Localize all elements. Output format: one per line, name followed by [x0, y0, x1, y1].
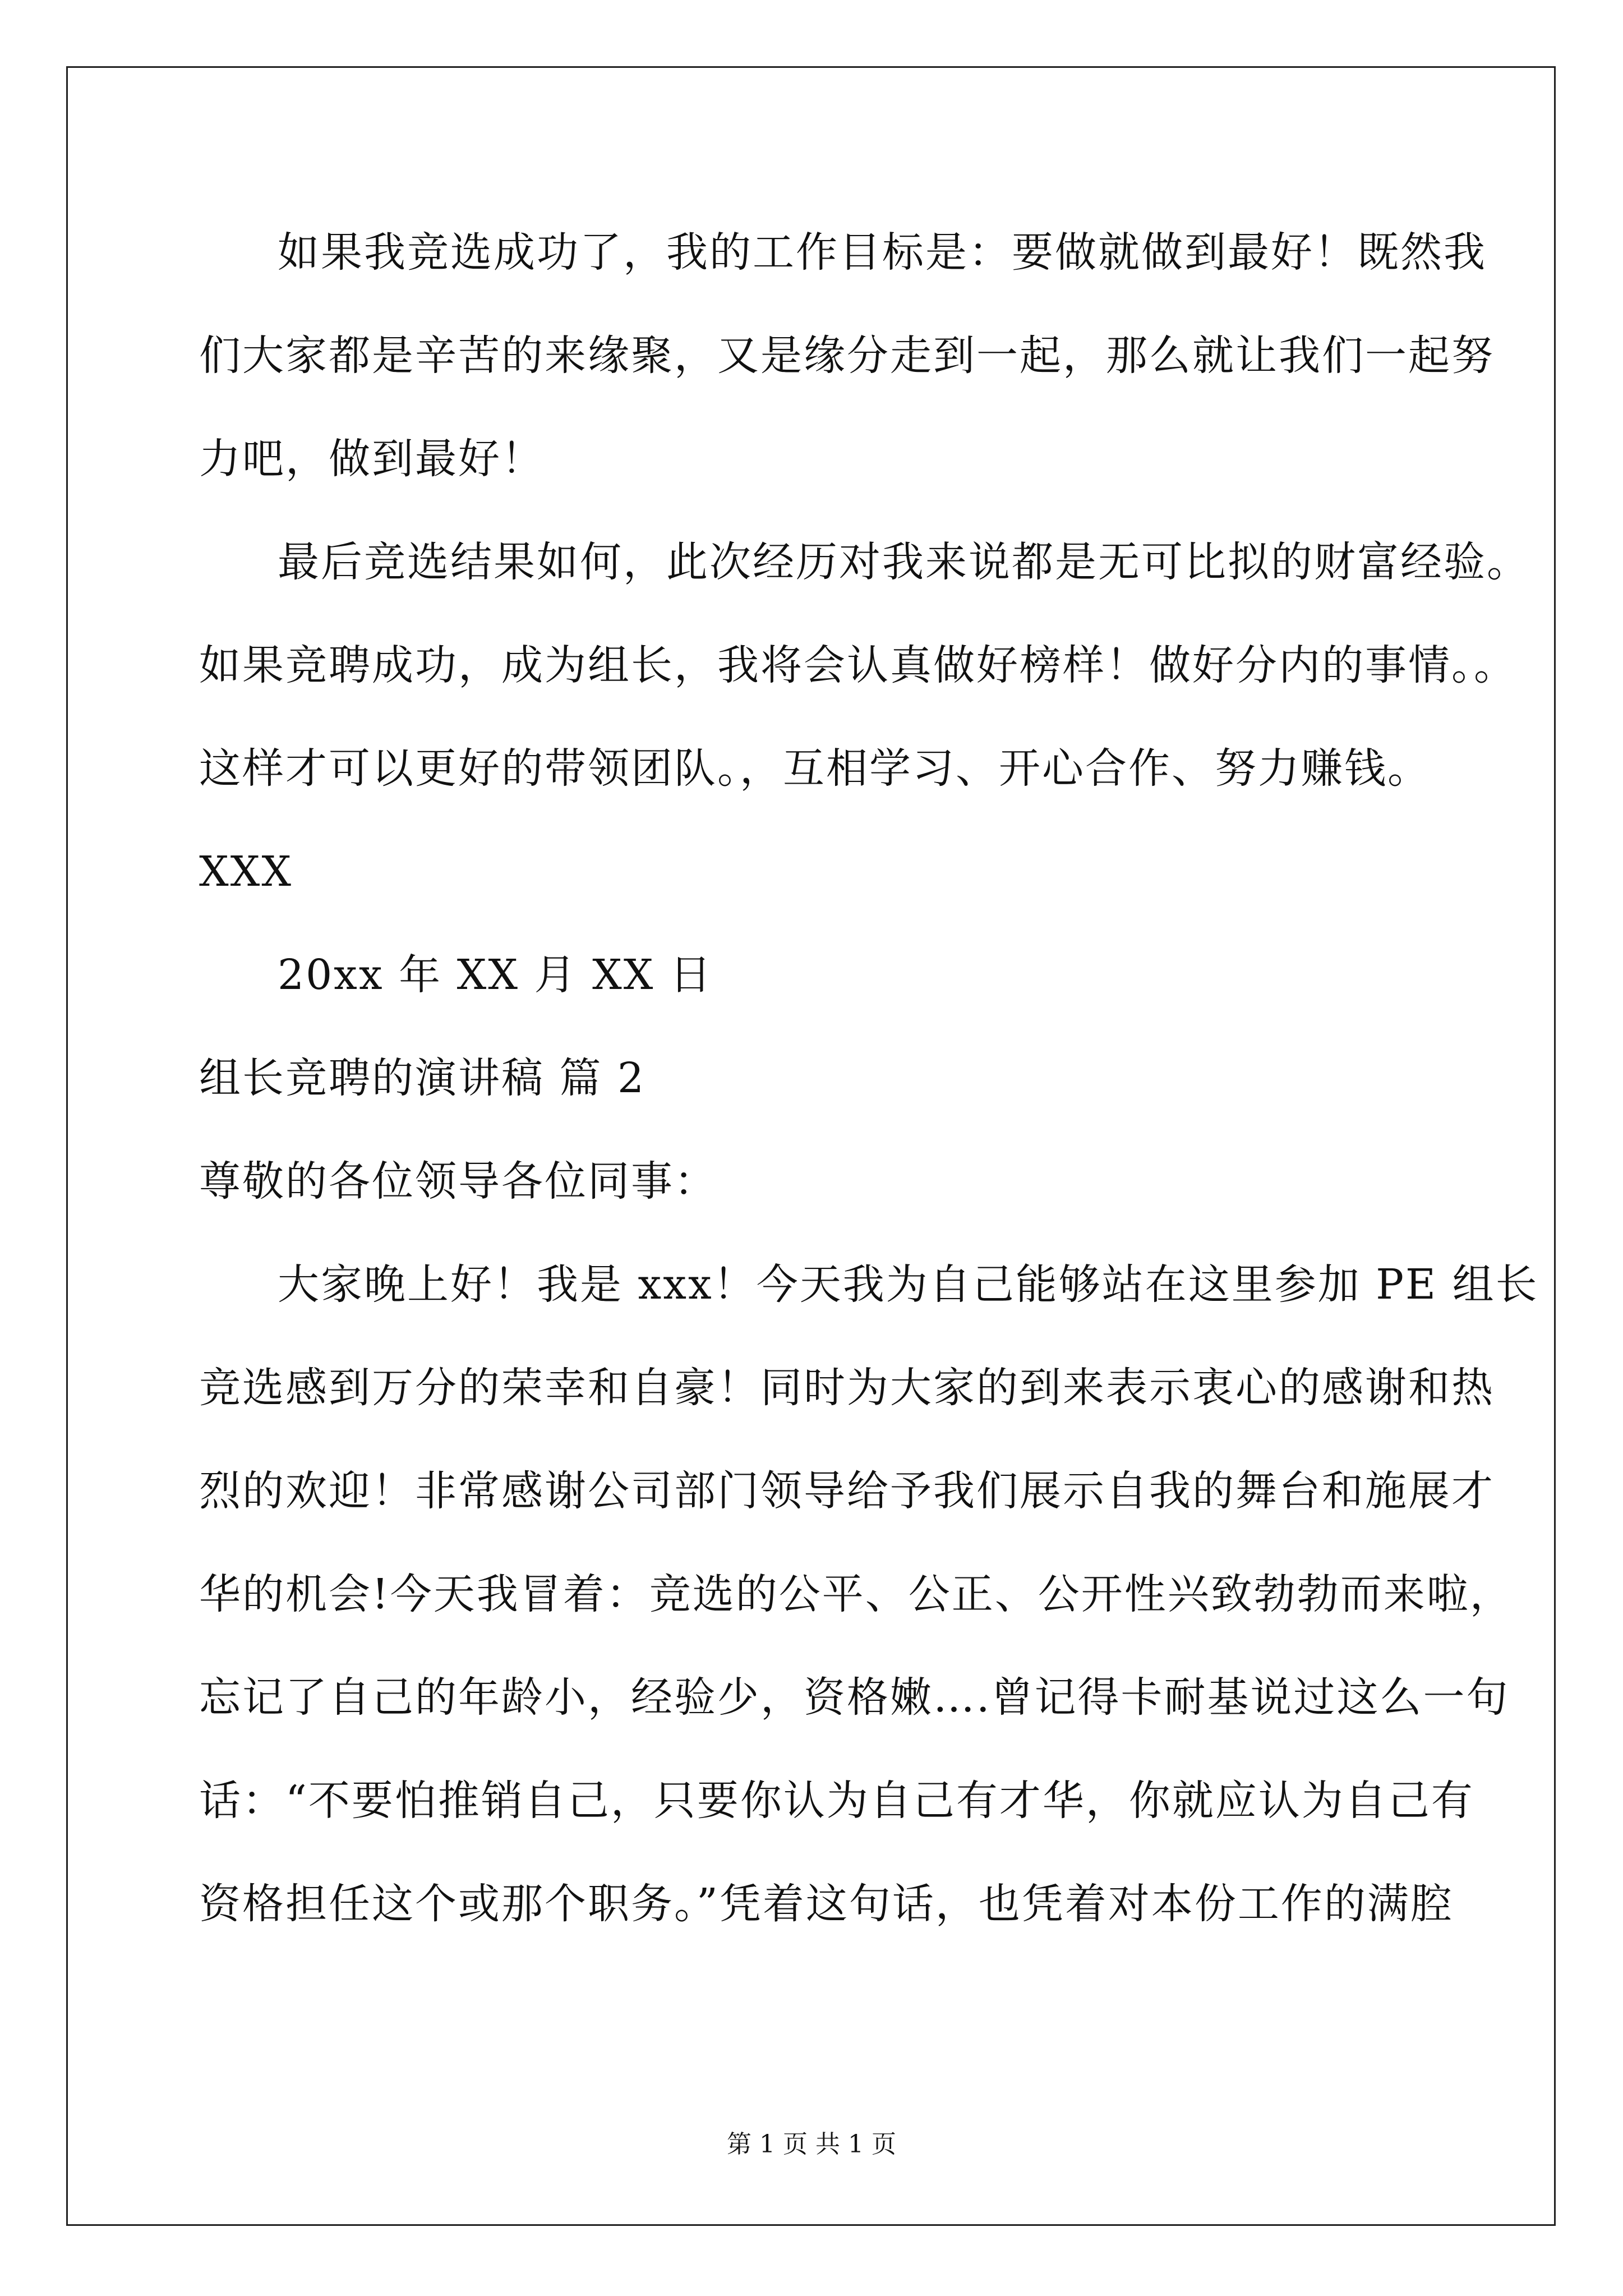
paragraph-line: 力吧，做到最好！ — [199, 435, 545, 483]
paragraph-line: 如果我竞选成功了，我的工作目标是：要做就做到最好！既然我 — [278, 228, 1487, 277]
paragraph-line: 们大家都是辛苦的来缘聚，又是缘分走到一起，那么就让我们一起努 — [199, 332, 1495, 380]
paragraph-line: 资格担任这个或那个职务。”凭着这句话，也凭着对本份工作的满腔 — [199, 1880, 1454, 1928]
paragraph-line: 大家晚上好！我是 xxx！今天我为自己能够站在这里参加 PE 组长 — [278, 1260, 1539, 1309]
paragraph-line: 烈的欢迎！非常感谢公司部门领导给予我们展示自我的舞台和施展才 — [199, 1467, 1495, 1515]
paragraph-line: 华的机会!今天我冒着：竞选的公平、公正、公开性兴致勃勃而来啦， — [199, 1570, 1513, 1618]
paragraph-line: 话：“不要怕推销自己，只要你认为自己有才华，你就应认为自己有 — [199, 1777, 1474, 1825]
signature-name: XXX — [199, 848, 293, 896]
salutation: 尊敬的各位领导各位同事： — [199, 1157, 717, 1205]
paragraph-line: 这样才可以更好的带领团队。，互相学习、开心合作、努力赚钱。 — [199, 744, 1431, 793]
paragraph-line: 如果竞聘成功，成为组长，我将会认真做好榜样！做好分内的事情。。 — [199, 641, 1517, 689]
page-footer: 第 1 页 共 1 页 — [727, 2130, 896, 2159]
paragraph-line: 最后竞选结果如何，此次经历对我来说都是无可比拟的财富经验。 — [278, 538, 1530, 586]
date-line: 20xx 年 XX 月 XX 日 — [278, 951, 713, 999]
section-title: 组长竞聘的演讲稿 篇 2 — [199, 1054, 646, 1102]
paragraph-line: 竞选感到万分的荣幸和自豪！同时为大家的到来表示衷心的感谢和热 — [199, 1364, 1495, 1412]
paragraph-line: 忘记了自己的年龄小，经验少，资格嫩….曾记得卡耐基说过这么一句 — [199, 1673, 1510, 1722]
